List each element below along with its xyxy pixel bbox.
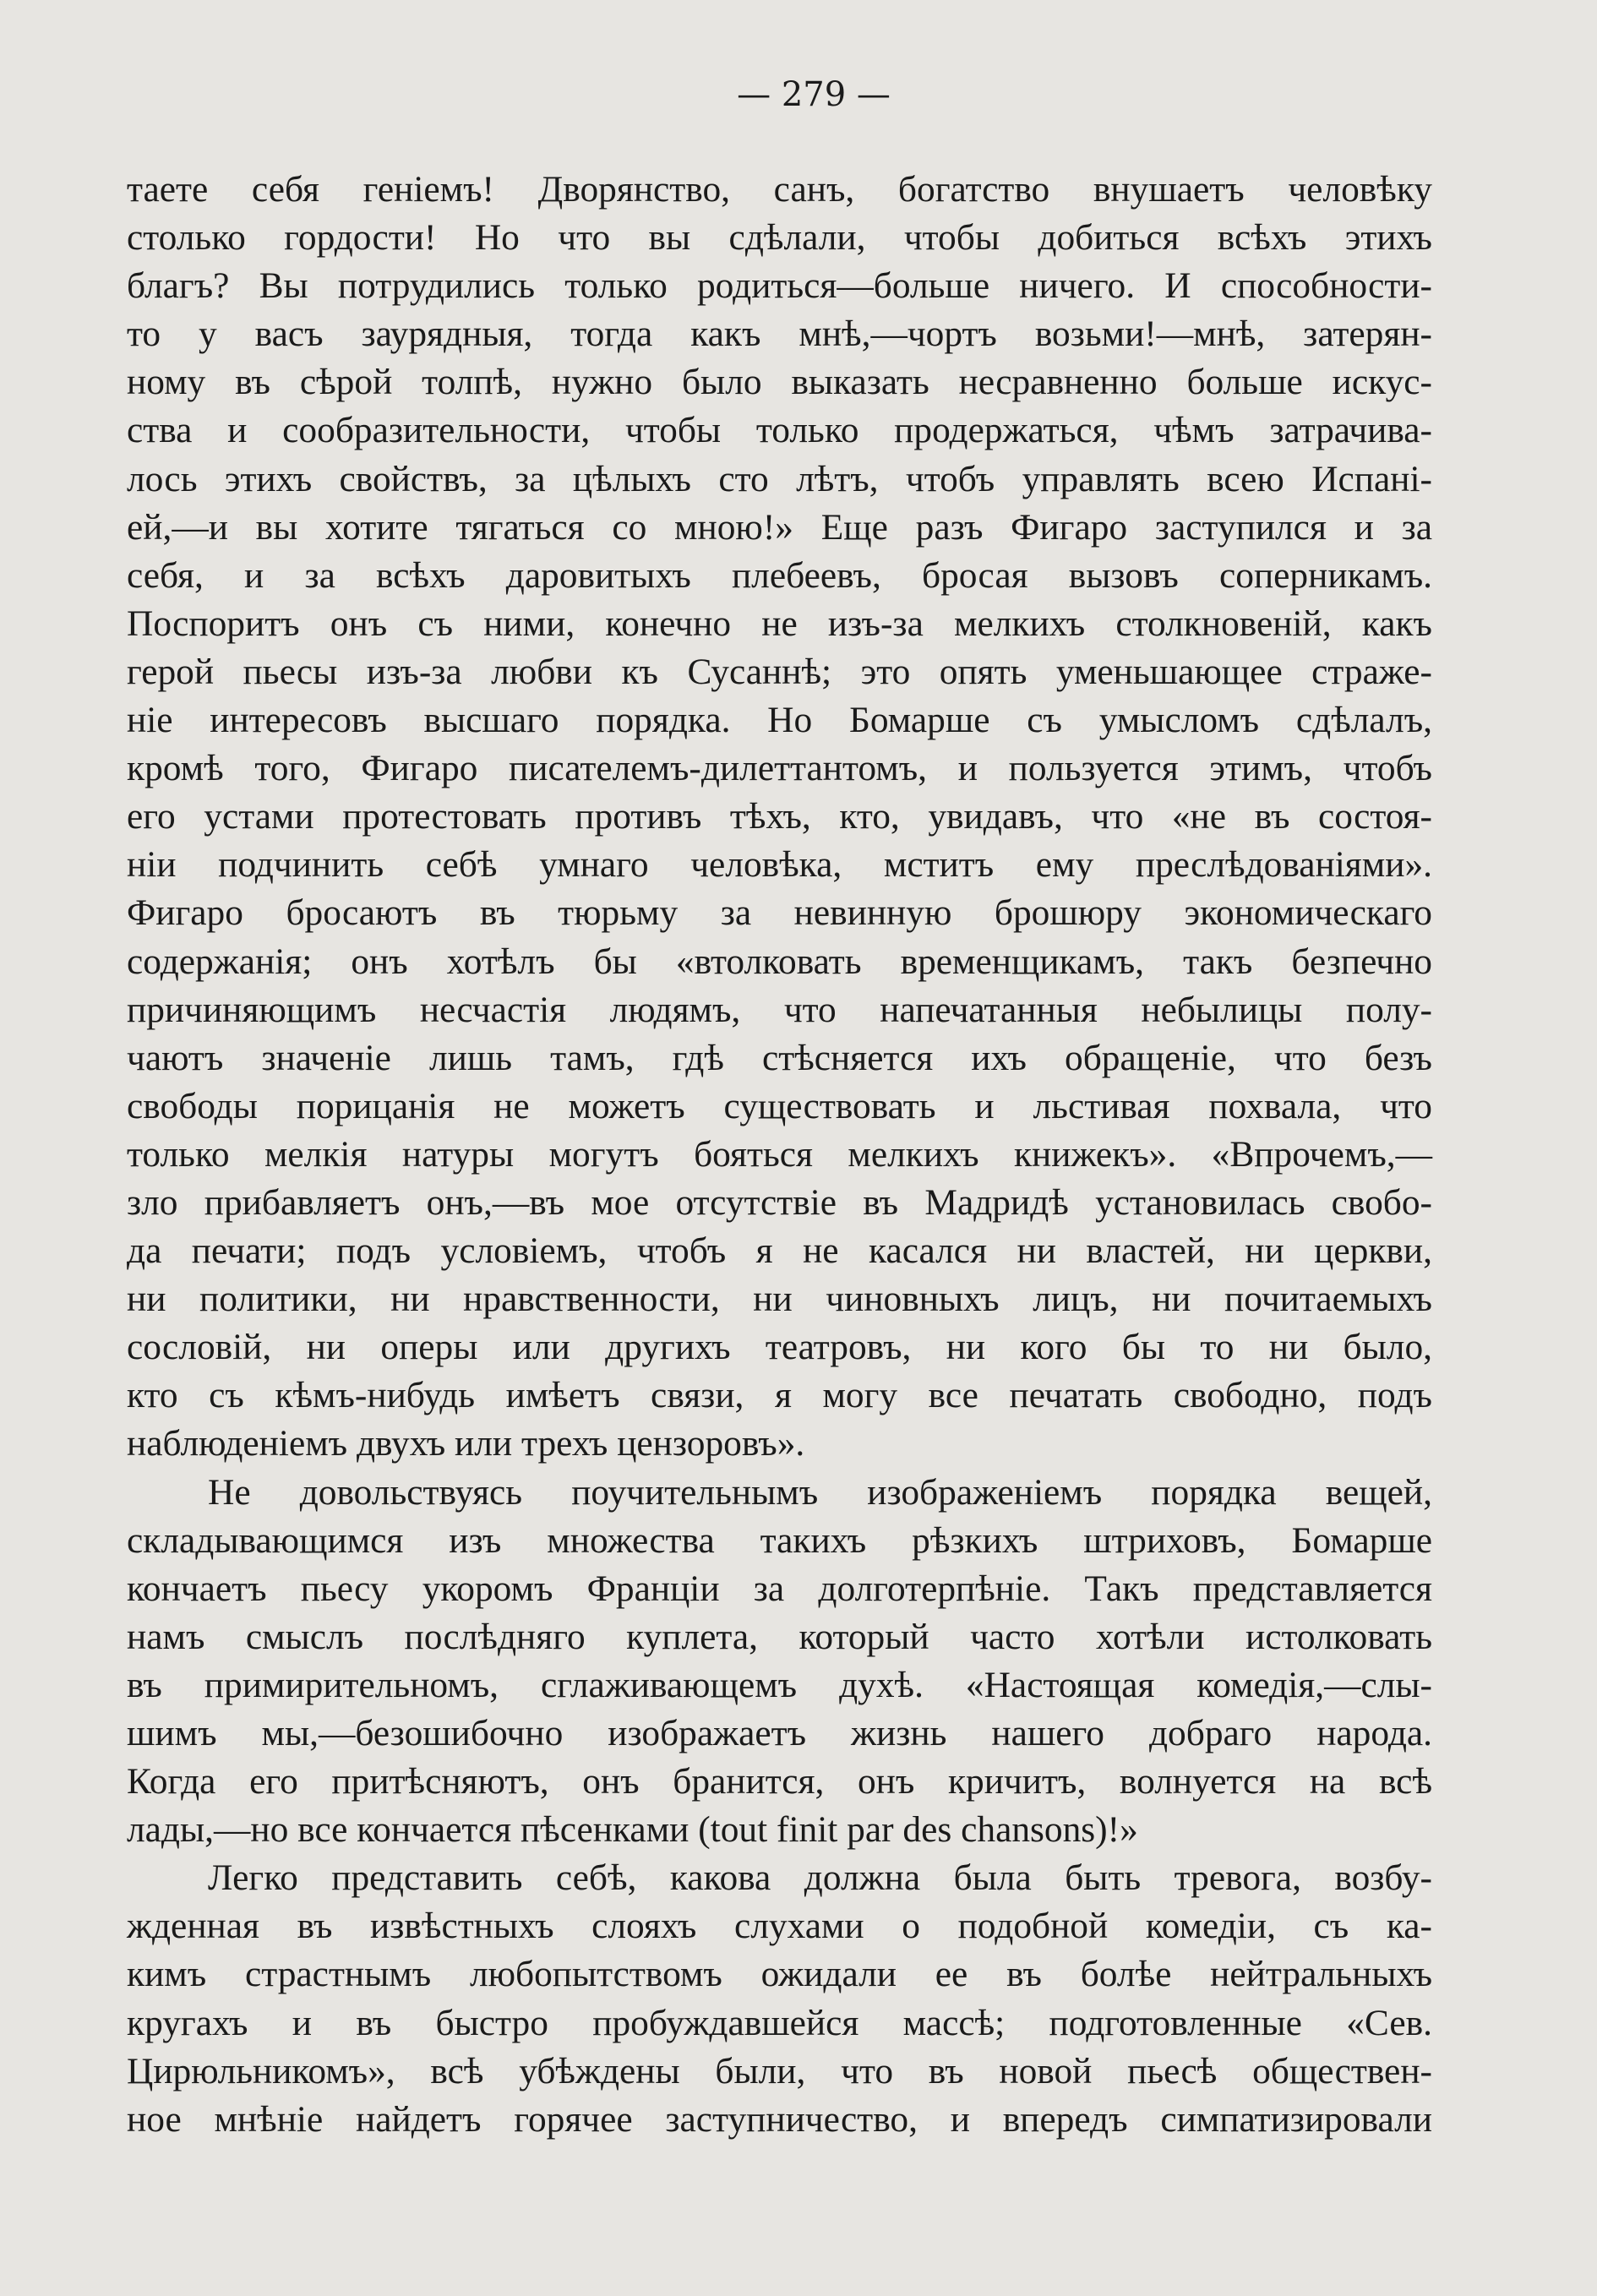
text-line: свободы порицанія не можетъ существовать и льстивая похвала, что <box>127 1085 1432 1126</box>
text-line: его устами протестовать противъ тѣхъ, кто, увидавъ, что «не въ состоя- <box>127 796 1432 837</box>
paragraph <box>127 166 1432 1469</box>
text-line: содержанія; онъ хотѣлъ бы «втолковать временщикамъ, такъ безпечно <box>127 941 1432 982</box>
text-line: причиняющимъ несчастія людямъ, что напечатанныя небылицы полу- <box>127 989 1432 1030</box>
text-line: таете себя геніемъ! Дворянство, санъ, богатство внушаетъ человѣку <box>127 169 1432 210</box>
text-line: наблюденіемъ двухъ или трехъ цензоровъ». <box>127 1423 805 1464</box>
text-line: жденная въ извѣстныхъ слояхъ слухами о подобной комедіи, съ ка- <box>127 1906 1432 1947</box>
text-line: кимъ страстнымъ любопытствомъ ожидали ее въ болѣе нейтральныхъ <box>127 1954 1432 1995</box>
text-line: Когда его притѣсняютъ, онъ бранится, онъ кричитъ, волнуется на всѣ <box>127 1761 1432 1802</box>
page-number: — 279 — <box>737 75 891 114</box>
text-line: ніи подчинить себѣ умнаго человѣка, мститъ ему преслѣдованіями». <box>127 844 1432 886</box>
text-line: столько гордости! Но что вы сдѣлали, чтобы добиться всѣхъ этихъ <box>127 217 1432 259</box>
text-line: Легко представить себѣ, какова должна была быть тревога, возбу- <box>208 1857 1432 1899</box>
text-line: кругахъ и въ быстро пробуждавшейся массѣ; подготовленные «Сев. <box>127 2002 1432 2043</box>
text-line: складывающимся изъ множества такихъ рѣзкихъ штриховъ, Бомарше <box>127 1519 1432 1561</box>
text-line: зло прибавляетъ онъ,—въ мое отсутствіе въ Мадридѣ установилась свобо- <box>127 1181 1432 1223</box>
text-line: чаютъ значеніе лишь тамъ, гдѣ стѣсняется ихъ обращеніе, что безъ <box>127 1037 1432 1078</box>
text-line: Поспоритъ онъ съ ними, конечно не изъ-за мелкихъ столкновеній, какъ <box>127 603 1432 644</box>
text-line: Цирюльникомъ», всѣ убѣждены были, что въ новой пьесѣ обществен- <box>127 2050 1432 2091</box>
text-line: себя, и за всѣхъ даровитыхъ плебеевъ, бросая вызовъ соперникамъ. <box>127 554 1432 596</box>
text-line: ное мнѣніе найдетъ горячее заступничество, и впередъ симпатизировали <box>127 2098 1432 2140</box>
body-text <box>127 166 1432 2144</box>
text-line: лады,—но все кончается пѣсенками (tout finit par des chansons)!» <box>127 1809 1138 1851</box>
text-line: Не довольствуясь поучительнымъ изображеніемъ порядка вещей, <box>208 1471 1432 1513</box>
paragraph <box>127 1854 1432 2144</box>
text-line: сословій, ни оперы или другихъ театровъ, ни кого бы то ни было, <box>127 1327 1432 1368</box>
text-line: лось этихъ свойствъ, за цѣлыхъ сто лѣтъ, чтобъ управлять всею Испані- <box>127 458 1432 499</box>
text-line: ни политики, ни нравственности, ни чиновныхъ лицъ, ни почитаемыхъ <box>127 1279 1432 1320</box>
text-line: благъ? Вы потрудились только родиться—больше ничего. И способности- <box>127 265 1432 307</box>
text-line: намъ смыслъ послѣдняго куплета, который часто хотѣли истолковать <box>127 1616 1432 1657</box>
text-line: да печати; подъ условіемъ, чтобъ я не касался ни властей, ни церкви, <box>127 1230 1432 1272</box>
text-line: кромѣ того, Фигаро писателемъ-дилеттантомъ, и пользуется этимъ, чтобъ <box>127 748 1432 789</box>
text-line: Фигаро бросаютъ въ тюрьму за невинную брошюру экономическаго <box>127 892 1432 934</box>
text-line: шимъ мы,—безошибочно изображаетъ жизнь нашего добраго народа. <box>127 1713 1432 1753</box>
text-line: кто съ кѣмъ-нибудь имѣетъ связи, я могу все печатать свободно, подъ <box>127 1375 1432 1416</box>
text-line: ей,—и вы хотите тягаться со мною!» Еще разъ Фигаро заступился и за <box>127 506 1432 548</box>
text-line: кончаетъ пьесу укоромъ Франціи за долготерпѣніе. Такъ представляется <box>127 1568 1432 1609</box>
text-line: ному въ сѣрой толпѣ, нужно было выказать несравненно больше искус- <box>127 362 1432 403</box>
text-line: только мелкія натуры могутъ бояться мелкихъ книжекъ». «Впрочемъ,— <box>127 1133 1432 1175</box>
text-line: герой пьесы изъ-за любви къ Сусаннѣ; это опять уменьшающее страже- <box>127 651 1432 692</box>
text-line: ніе интересовъ высшаго порядка. Но Бомарше съ умысломъ сдѣлалъ, <box>127 700 1432 741</box>
text-line: то у васъ заурядныя, тогда какъ мнѣ,—чортъ возьми!—мнѣ, затерян- <box>127 314 1432 355</box>
paragraph <box>127 1469 1432 1855</box>
text-line: ства и сообразительности, чтобы только продержаться, чѣмъ затрачива- <box>127 410 1432 451</box>
text-line: въ примирительномъ, сглаживающемъ духѣ. «Настоящая комедія,—слы- <box>127 1664 1432 1705</box>
